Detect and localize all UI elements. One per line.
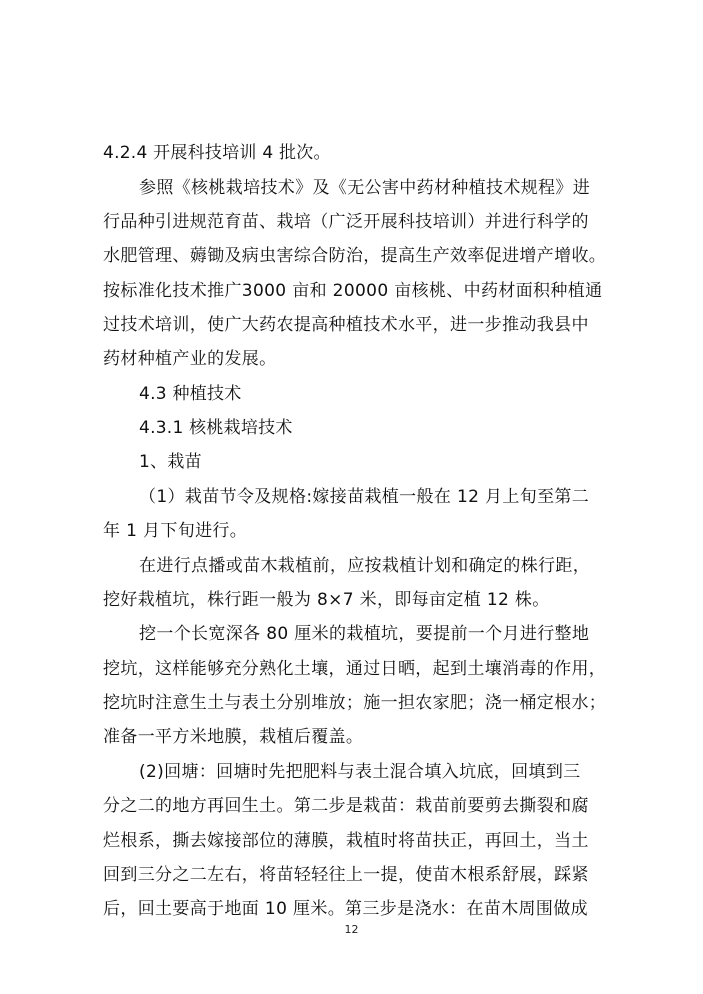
section-heading-4-3: 4.3 种植技术 [139,384,242,404]
paragraph-line: 烂根系，撕去嫁接部位的薄膜，栽植时将苗扶正，再回土，当土 [103,831,589,851]
paragraph-line: 按标准化技术推广3000 亩和 20000 亩核桃、中药材面积种植通 [103,281,603,301]
section-heading-4-3-1: 4.3.1 核桃栽培技术 [139,418,293,438]
paragraph-line: 回到三分之二左右，将苗轻轻往上一提，使苗木根系舒展，踩紧 [103,865,589,885]
paragraph-line: 挖一个长宽深各 80 厘米的栽植坑，要提前一个月进行整地 [139,624,590,644]
paragraph-line: 挖好栽植坑，株行距一般为 8×7 米，即每亩定植 12 株。 [103,590,550,610]
paragraph-line: 挖坑时注意生土与表土分别堆放；施一担农家肥；浇一桶定根水； [103,693,607,713]
paragraph-line: 年 1 月下旬进行。 [103,521,248,541]
paragraph-line: (2)回塘：回塘时先把肥料与表土混合填入坑底，回填到三 [139,762,581,782]
page-number: 12 [344,923,359,936]
paragraph-line: （1）栽苗节令及规格:嫁接苗栽植一般在 12 月上旬至第二 [139,487,590,507]
paragraph-line: 挖坑，这样能够充分熟化土壤，通过日晒，起到土壤消毒的作用， [103,659,607,679]
paragraph-line: 参照《核桃栽培技术》及《无公害中药材种植技术规程》进 [139,178,591,198]
paragraph-line: 分之二的地方再回生土。第二步是栽苗：栽苗前要剪去撕裂和腐 [103,796,589,816]
paragraph-line: 行品种引进规范育苗、栽培（广泛开展科技培训）并进行科学的 [103,212,589,232]
paragraph-line: 在进行点播或苗木栽植前，应按栽植计划和确定的株行距， [139,556,591,576]
paragraph-line: 过技术培训，使广大药农提高种植技术水平，进一步推动我县中 [103,315,589,335]
paragraph-line: 准备一平方米地膜，栽植后覆盖。 [103,727,364,747]
section-heading-4-2-4: 4.2.4 开展科技培训 4 批次。 [103,143,331,163]
paragraph-line: 水肥管理、薅锄及病虫害综合防治，提高生产效率促进增产增收。 [103,246,607,266]
paragraph-line: 药材种植产业的发展。 [103,349,277,369]
subheading-planting: 1、栽苗 [139,452,202,472]
paragraph-line: 后，回土要高于地面 10 厘米。第三步是浇水：在苗木周围做成 [103,899,588,919]
